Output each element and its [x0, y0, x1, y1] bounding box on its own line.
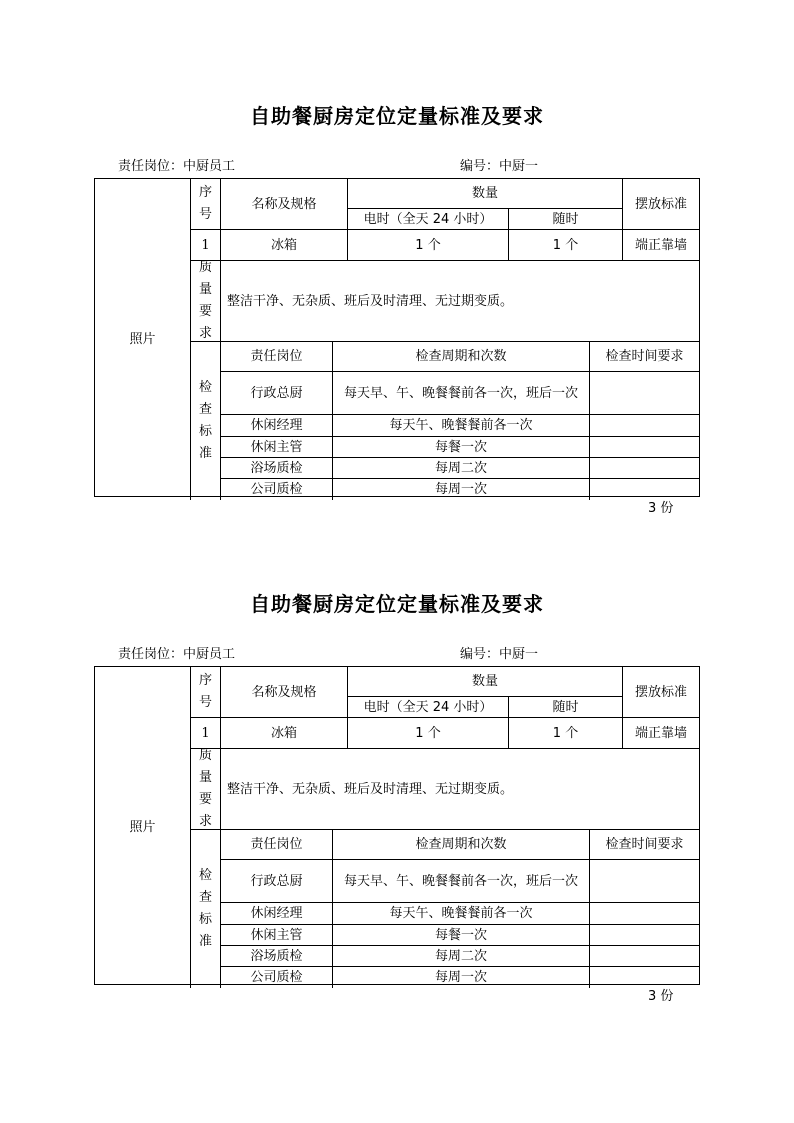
photo-cell: 照片 — [95, 667, 191, 988]
check-row-cycle: 每天早、午、晚餐餐前各一次，班后一次 — [333, 372, 590, 415]
quality-text: 整洁干净、无杂质、班后及时清理、无过期变质。 — [221, 749, 699, 830]
check-table — [221, 342, 699, 500]
check-row-time — [590, 458, 699, 479]
item-seq: 1 — [191, 230, 221, 261]
form-code: 编号：中厨一 — [460, 647, 539, 662]
check-row-post: 行政总厨 — [221, 860, 333, 903]
check-row-time — [590, 372, 699, 415]
seq-header: 序号 — [191, 667, 221, 718]
check-row-time — [590, 925, 699, 946]
item-qty-day: 1 个 — [348, 718, 509, 749]
check-table — [221, 830, 699, 988]
check-row-post: 行政总厨 — [221, 372, 333, 415]
check-row-cycle: 每天午、晚餐餐前各一次 — [333, 903, 590, 925]
check-row-post: 休闲主管 — [221, 437, 333, 458]
quantity-header: 数量 — [348, 667, 623, 697]
form-title: 自助餐厨房定位定量标准及要求 — [250, 592, 544, 616]
check-time-header: 检查时间要求 — [590, 342, 699, 372]
check-row-post: 公司质检 — [221, 479, 333, 500]
placement-header: 摆放标准 — [623, 179, 699, 230]
item-seq: 1 — [191, 718, 221, 749]
check-row-cycle: 每周一次 — [333, 479, 590, 500]
item-qty-any: 1 个 — [509, 230, 623, 261]
quality-text: 整洁干净、无杂质、班后及时清理、无过期变质。 — [221, 261, 699, 342]
check-time-header: 检查时间要求 — [590, 830, 699, 860]
standards-table — [94, 666, 700, 985]
standards-table — [94, 178, 700, 497]
item-placement: 端正靠墙 — [623, 718, 699, 749]
check-row-post: 休闲经理 — [221, 903, 333, 925]
check-row-time — [590, 903, 699, 925]
qty-any-header: 随时 — [509, 697, 623, 718]
copies-count: 3 份 — [648, 501, 674, 516]
check-row-time — [590, 437, 699, 458]
item-placement: 端正靠墙 — [623, 230, 699, 261]
check-row-time — [590, 946, 699, 967]
check-row-post: 浴场质检 — [221, 458, 333, 479]
form-title: 自助餐厨房定位定量标准及要求 — [250, 104, 544, 128]
check-label: 检查标准 — [191, 830, 221, 988]
quantity-header: 数量 — [348, 179, 623, 209]
copies-count: 3 份 — [648, 989, 674, 1004]
check-cycle-header: 检查周期和次数 — [333, 830, 590, 860]
check-row-cycle: 每周二次 — [333, 946, 590, 967]
qty-any-header: 随时 — [509, 209, 623, 230]
placement-header: 摆放标准 — [623, 667, 699, 718]
check-row-time — [590, 860, 699, 903]
check-row-cycle: 每天早、午、晚餐餐前各一次，班后一次 — [333, 860, 590, 903]
check-row-time — [590, 479, 699, 500]
name-spec-header: 名称及规格 — [221, 667, 348, 718]
name-spec-header: 名称及规格 — [221, 179, 348, 230]
check-row-cycle: 每餐一次 — [333, 437, 590, 458]
check-row-post: 休闲主管 — [221, 925, 333, 946]
item-qty-day: 1 个 — [348, 230, 509, 261]
check-post-header: 责任岗位 — [221, 830, 333, 860]
form-section-1 — [0, 102, 794, 622]
quality-label: 质量要求 — [191, 261, 221, 342]
check-cycle-header: 检查周期和次数 — [333, 342, 590, 372]
photo-cell: 照片 — [95, 179, 191, 500]
check-row-cycle: 每周二次 — [333, 458, 590, 479]
check-row-cycle: 每天午、晚餐餐前各一次 — [333, 415, 590, 437]
check-row-post: 休闲经理 — [221, 415, 333, 437]
check-label: 检查标准 — [191, 342, 221, 500]
qty-day-header: 电时（全天 24 小时） — [348, 697, 509, 718]
check-row-post: 浴场质检 — [221, 946, 333, 967]
check-post-header: 责任岗位 — [221, 342, 333, 372]
form-code: 编号：中厨一 — [460, 159, 539, 174]
check-row-cycle: 每周一次 — [333, 967, 590, 988]
item-name: 冰箱 — [221, 230, 348, 261]
form-section-2 — [0, 590, 794, 1110]
check-row-time — [590, 415, 699, 437]
item-name: 冰箱 — [221, 718, 348, 749]
quality-label: 质量要求 — [191, 749, 221, 830]
check-row-cycle: 每餐一次 — [333, 925, 590, 946]
responsible-post: 责任岗位：中厨员工 — [118, 159, 236, 174]
qty-day-header: 电时（全天 24 小时） — [348, 209, 509, 230]
responsible-post: 责任岗位：中厨员工 — [118, 647, 236, 662]
item-qty-any: 1 个 — [509, 718, 623, 749]
check-row-time — [590, 967, 699, 988]
seq-header: 序号 — [191, 179, 221, 230]
check-row-post: 公司质检 — [221, 967, 333, 988]
